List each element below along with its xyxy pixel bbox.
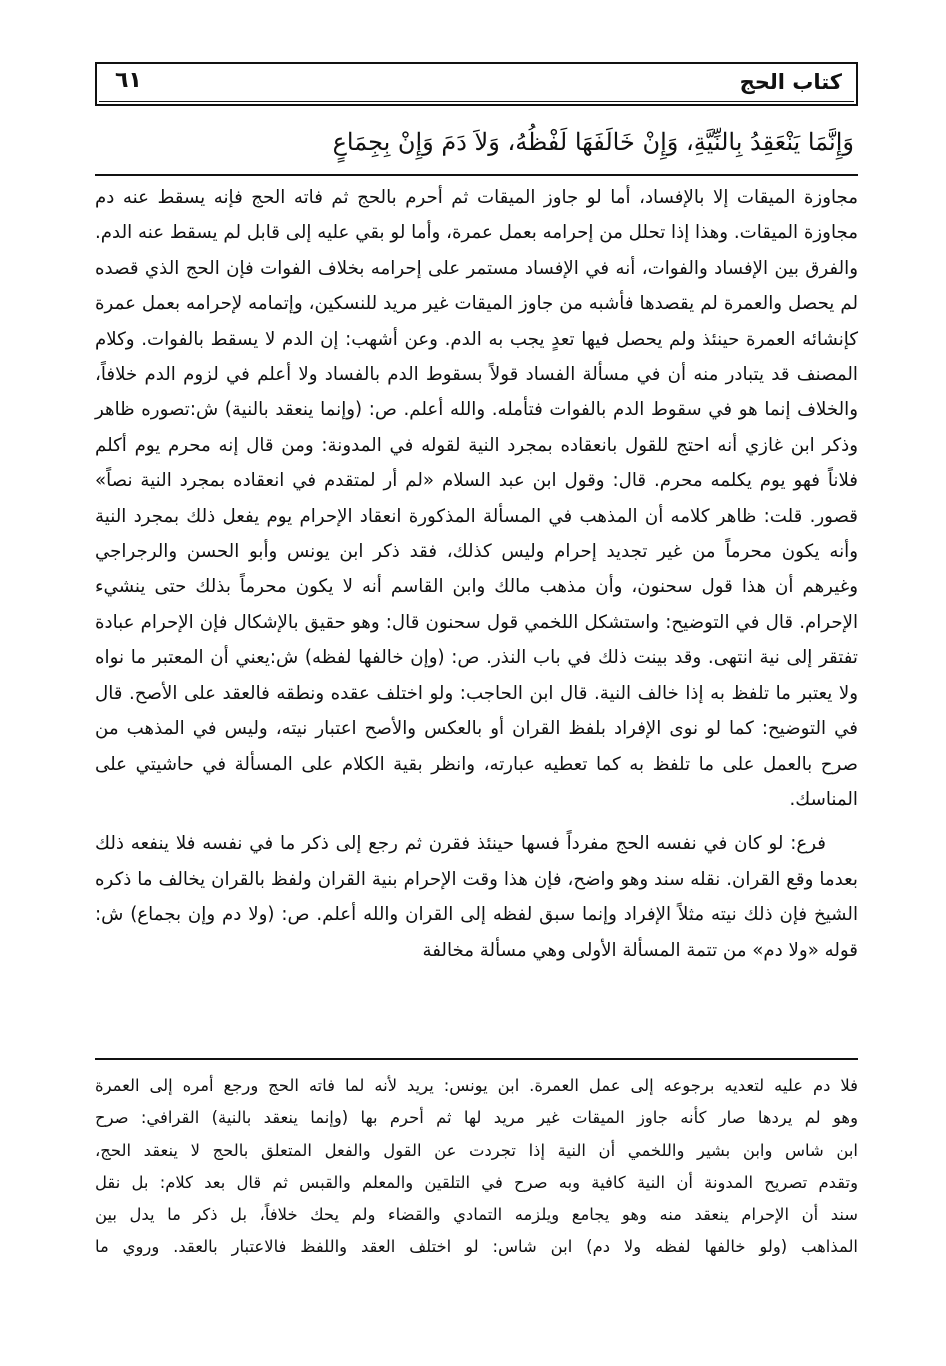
footnote-line: فلا دم عليه لتعديه برجوعه إلى عمل العمرة. ابن يونس: يريد لأنه لما فاته الحج ورجع أمره إلى العمرة — [95, 1076, 858, 1095]
matn-text: وَإِنَّمَا يَنْعَقِدُ بِالنِّيَّةِ، وَإِنْ خَالَفَهَا لَفْظُهُ، وَلاَ دَمَ وَإِنْ بِجِمَاعٍ — [332, 128, 854, 156]
matn-divider — [95, 174, 858, 176]
commentary-paragraph-2: فرع: لو كان في نفسه الحج مفرداً فسها حينئذ فقرن ثم رجع إلى ذكر ما في نفسه فلا ينفعه ذلك بعدما وقع القران. نقله سند وهو واضح، فإن هذا وقت الإحرام بنية القران ولفظ بالقران يخالف ما ذكره الشيخ فإن ذلك نيته مثلاً الإفراد وإنما سبق لفظه إلى القران والله أعلم. ص: (ولا دم وإن بجماع) ش: قوله «ولا دم» من تتمة المسألة الأولى وهي مسألة مخالفة — [95, 833, 858, 961]
footnote-line: ابن شاس وابن بشير واللخمي أن النية إذا تجردت عن القول والفعل المتعلق بالحج لا ينعقد الحج، — [95, 1140, 858, 1160]
footnote-line: المذاهب (ولو خالفها لفظه ولا دم) ابن شاس: لو اختلف العقد واللفظ فالاعتبار بالعقد. وروي ما — [95, 1237, 858, 1257]
footnotes — [95, 1070, 858, 1264]
page-number: ٦١ — [115, 68, 142, 93]
page-header — [95, 62, 858, 106]
commentary-paragraph-1: مجاوزة الميقات إلا بالإفساد، أما لو جاوز الميقات ثم أحرم بالحج ثم فاته الحج فإنه يسقط عنه دم مجاوزة الميقات. وهذا إذا تحلل من إحرامه بعمل عمرة، وأما لو بقي عليه إلى قابل لم يسقط عنه الدم. والفرق بين الإفساد والفوات، أنه في الإفساد مستمر على إحرامه بخلاف الفوات فإن الحج الذي قصده لم يحصل والعمرة لم يقصدها فأشبه من جاوز الميقات غير مريد للنسكين، وإتمامه لإحرامه بعمل عمرة كإنشائه العمرة حينئذ ولم يحصل فيها تعدٍ يجب به الدم. وعن أشهب: إن الدم لا يسقط بالفوات. وكلام المصنف قد يتبادر منه أن في مسألة الفساد قولاً بسقوط الدم بالفساد ولا أعلم في لزوم الدم خلافاً، والخلاف إنما هو في سقوط الدم بالفوات فتأمله. والله أعلم. ص: (وإنما ينعقد بالنية) ش:تصوره ظاهر وذكر ابن غازي أنه احتج للقول بانعقاده بمجرد النية لقوله في المدونة: ومن قال إنه محرم يوم أكلم فلاناً فهو يوم يكلمه محرم. قال: وقول ابن عبد السلام «لم أر لمتقدم في انعقاده بمجرد النية نصاً» قصور. قلت: ظاهر كلامه أن المذهب في المسألة المذكورة انعقاد الإحرام يوم يفعل ذلك بمجرد النية وأنه يكون محرماً من غير تجديد إحرام وليس كذلك، فقد ذكر ابن يونس وأبو الحسن والرجراجي وغيرهم أن هذا قول سحنون، وأن مذهب مالك وابن القاسم أنه لا يكون محرماً بذلك حتى ينشيء الإحرام. قال في التوضيح: واستشكل اللخمي قول سحنون قال: وهو حقيق بالإشكال فإن الإحرام عبادة تفتقر إلى نية انتهى. وقد بينت ذلك في باب النذر. ص: (وإن خالفها لفظه) ش:يعني أن المعتبر ما نواه ولا يعتبر ما تلفظ به إذا خالف النية. قال ابن الحاجب: ولو اختلف عقده ونطقه فالعقد على الأصح. قال في التوضيح: كما لو نوى الإفراد بلفظ القران أو بالعكس والأصح اعتبار نيته، وليس في المذهب من صرح بالعمل على ما تلفظ به كما تعطيه عبارته، وانظر بقية الكلام على المسألة في حاشيتي على المناسك. — [95, 187, 858, 810]
footnote-line: سند أن الإحرام ينعقد منه وهو يجامع ويلزمه التمادي والقضاء ولم يحك خلافاً، بل ذكر ما يدل بين — [95, 1205, 858, 1225]
footnote-divider — [95, 1058, 858, 1060]
footnote-line: وهو لم يردها صار كأنه جاوز الميقات غير مريد لها ثم أحرم بها (وإنما ينعقد بالنية) القرافي: صرح — [95, 1108, 858, 1128]
running-title: كتاب الحج — [739, 70, 842, 94]
commentary — [95, 180, 858, 968]
footnote-line: وتقدم تصريح المدونة أن النية كافية وبه صرح في التلقين والمعلم والقبس ثم قال بعد كلام: بل نقل — [95, 1172, 858, 1192]
